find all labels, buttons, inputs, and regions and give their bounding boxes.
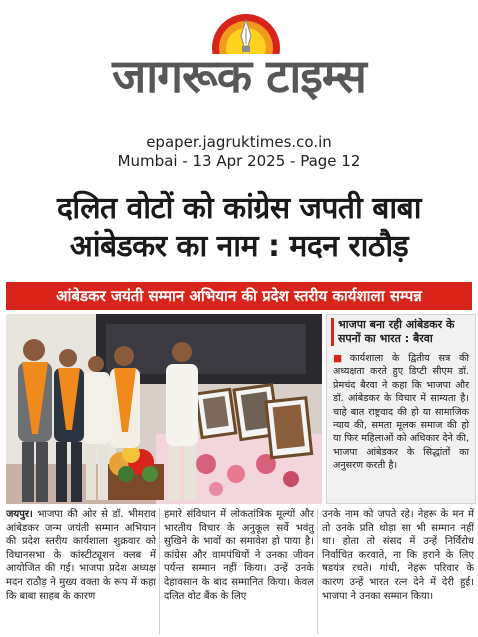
headline-line-2: आंबेडकर का नाम : मदन राठौड़ — [69, 229, 409, 264]
dateline: जयपुर। — [6, 509, 33, 520]
article-headline — [6, 190, 472, 266]
column-2-text: हमारे संविधान में लोकतांत्रिक मूल्यों और भारतीय विचार के अनुकूल सर्वे भवंतु सुखिने के भावों का समावेश हो पाया है। कांग्रेस और वामपंथियों ने उनका जीवन पर्यन्त सम्मान नहीं किया। उन्हें उनके देहावसान के बाद सम्मानित किया। केवल दलित वोट बैंक के लिए — [164, 509, 314, 602]
edition-url[interactable]: epaper.jagruktimes.co.in — [146, 133, 332, 151]
column-1-text: भाजपा की ओर से डॉ. भीमराव आंबेडकर जन्म जयंती सम्मान अभियान की प्रदेश स्तरीय कार्यशाला शुक्रवार को विधानसभा के कांस्टीट्यूशन क्लब में आयोजित की गई। भाजपा प्रदेश अध्यक्ष मदन राठौड़ ने मुख्य वक्ता के रूप में कहा कि बाबा साहब के कारण — [6, 509, 156, 602]
sidebar-box — [326, 314, 476, 504]
column-divider — [159, 508, 160, 634]
article-column-3 — [322, 508, 474, 635]
sidebar-body-text: कार्यशाला के द्वितीय सत्र की अध्यक्षता करते हुए डिप्टी सीएम डॉ. प्रेमचंद बैरवा ने कहा कि भाजपा और डॉ. आंबेडकर के विचार में साम्यता है। चाहे बात राष्ट्रवाद की हो या सामाजिक न्याय की, समता मूलक समाज की हो या फिर महिलाओं को अधिकार देने की, भाजपा आंबेडकर के सिद्धांतों का अनुसरण करती है। — [333, 353, 469, 472]
event-photo — [6, 314, 322, 504]
edition-info: Mumbai - 13 Apr 2025 - Page 12 — [117, 152, 361, 170]
bullet-icon: ■ — [333, 353, 348, 364]
sidebar-title: भाजपा बना रही आंबेडकर के सपनों का भारत : बैरवा — [331, 318, 471, 346]
article-column-1 — [6, 508, 156, 635]
article-column-2 — [164, 508, 314, 635]
headline-line-1: दलित वोटों को कांग्रेस जपती बाबा — [57, 191, 421, 226]
event-photo-illustration — [6, 314, 322, 504]
masthead — [0, 0, 478, 122]
masthead-logo: जागरूक टाइम्स — [112, 49, 366, 103]
subheadline-banner: आंबेडकर जयंती सम्मान अभियान की प्रदेश स्तरीय कार्यशाला सम्पन्न — [6, 282, 472, 310]
column-3-text: उनके नाम को जपते रहे। नेहरू के मन में तो उनके प्रति थोड़ा सा भी सम्मान नहीं था। होता तो संसद में उन्हें निर्विरोध निर्वाचित करवाते, ना कि हराने के लिए षडयंत्र रचते। गांधी, नेहरू परिवार के कारण उन्हें भारत रत्न देने में देरी हुई। भाजपा ने उनका सम्मान किया। — [322, 509, 474, 602]
sidebar-body — [327, 350, 475, 473]
column-divider — [317, 508, 318, 634]
